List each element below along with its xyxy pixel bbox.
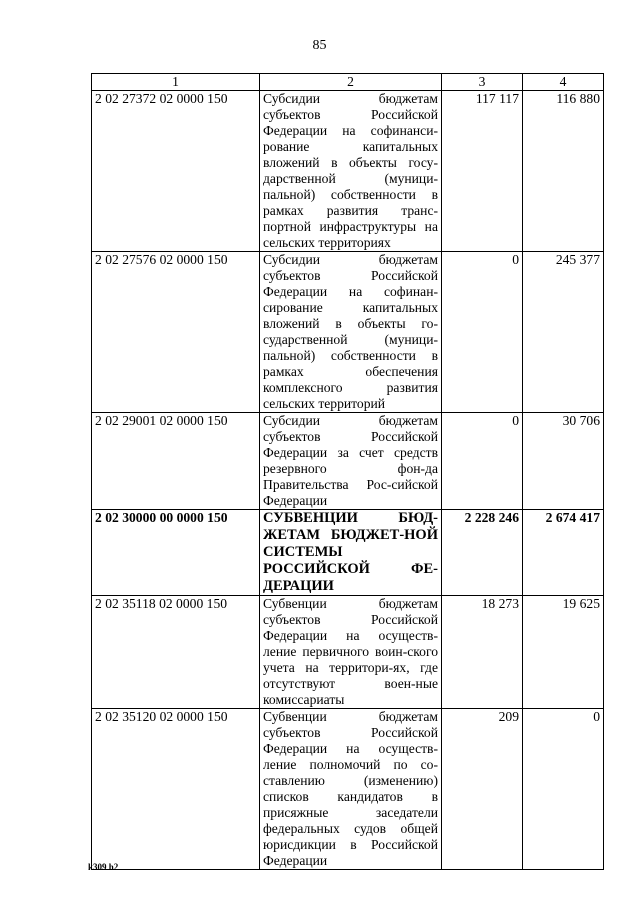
budget-code: 2 02 35120 02 0000 150 xyxy=(92,709,260,870)
table-row xyxy=(92,252,604,413)
table-header-row xyxy=(92,74,604,91)
budget-code: 2 02 27576 02 0000 150 xyxy=(92,252,260,413)
row-description: Субсидии бюджетам субъектов Российской Федерации за счет средств резервного фон-да Правительства Рос-сийской Федерации xyxy=(260,413,442,510)
budget-code: 2 02 27372 02 0000 150 xyxy=(92,91,260,252)
table-row xyxy=(92,91,604,252)
row-description: Субвенции бюджетам субъектов Российской Федерации на осуществ-ление первичного воин-ского учета на территори-ях, где отсутствуют воен-ные комиссариаты xyxy=(260,596,442,709)
footer-document-code: k309 h2 xyxy=(88,862,119,872)
budget-code: 2 02 30000 00 0000 150 xyxy=(92,510,260,596)
table-row xyxy=(92,413,604,510)
amount-col4: 116 880 xyxy=(523,91,604,252)
amount-col4: 19 625 xyxy=(523,596,604,709)
table-row xyxy=(92,596,604,709)
budget-code: 2 02 35118 02 0000 150 xyxy=(92,596,260,709)
column-header-2: 2 xyxy=(260,74,442,91)
amount-col3: 0 xyxy=(442,413,523,510)
amount-col3: 0 xyxy=(442,252,523,413)
amount-col3: 18 273 xyxy=(442,596,523,709)
row-description: СУБВЕНЦИИ БЮД-ЖЕТАМ БЮДЖЕТ-НОЙ СИСТЕМЫ РОССИЙСКОЙ ФЕ-ДЕРАЦИИ xyxy=(260,510,442,596)
amount-col4: 30 706 xyxy=(523,413,604,510)
amount-col4: 245 377 xyxy=(523,252,604,413)
amount-col4: 2 674 417 xyxy=(523,510,604,596)
row-description: Субсидии бюджетам субъектов Российской Федерации на софинан-сирование капитальных вложений в объекты го-сударственной (муници-пальной) собственности в рамках обеспечения комплексного развития сельских территорий xyxy=(260,252,442,413)
row-description: Субсидии бюджетам субъектов Российской Федерации на софинанси-рование капитальных вложений в объекты госу-дарственной (муници-пальной) собственности в рамках развития транс-портной инфраструктуры на сельских территориях xyxy=(260,91,442,252)
budget-table xyxy=(91,73,604,870)
page-number: 85 xyxy=(312,38,327,53)
row-description: Субвенции бюджетам субъектов Российской Федерации на осуществ-ление полномочий по со-ставлению (изменению) списков кандидатов в присяжные заседатели федеральных судов общей юрисдикции в Российской Федерации xyxy=(260,709,442,870)
amount-col4: 0 xyxy=(523,709,604,870)
amount-col3: 2 228 246 xyxy=(442,510,523,596)
column-header-4: 4 xyxy=(523,74,604,91)
table-row xyxy=(92,510,604,596)
amount-col3: 117 117 xyxy=(442,91,523,252)
budget-code: 2 02 29001 02 0000 150 xyxy=(92,413,260,510)
column-header-3: 3 xyxy=(442,74,523,91)
table-row xyxy=(92,709,604,870)
column-header-1: 1 xyxy=(92,74,260,91)
amount-col3: 209 xyxy=(442,709,523,870)
